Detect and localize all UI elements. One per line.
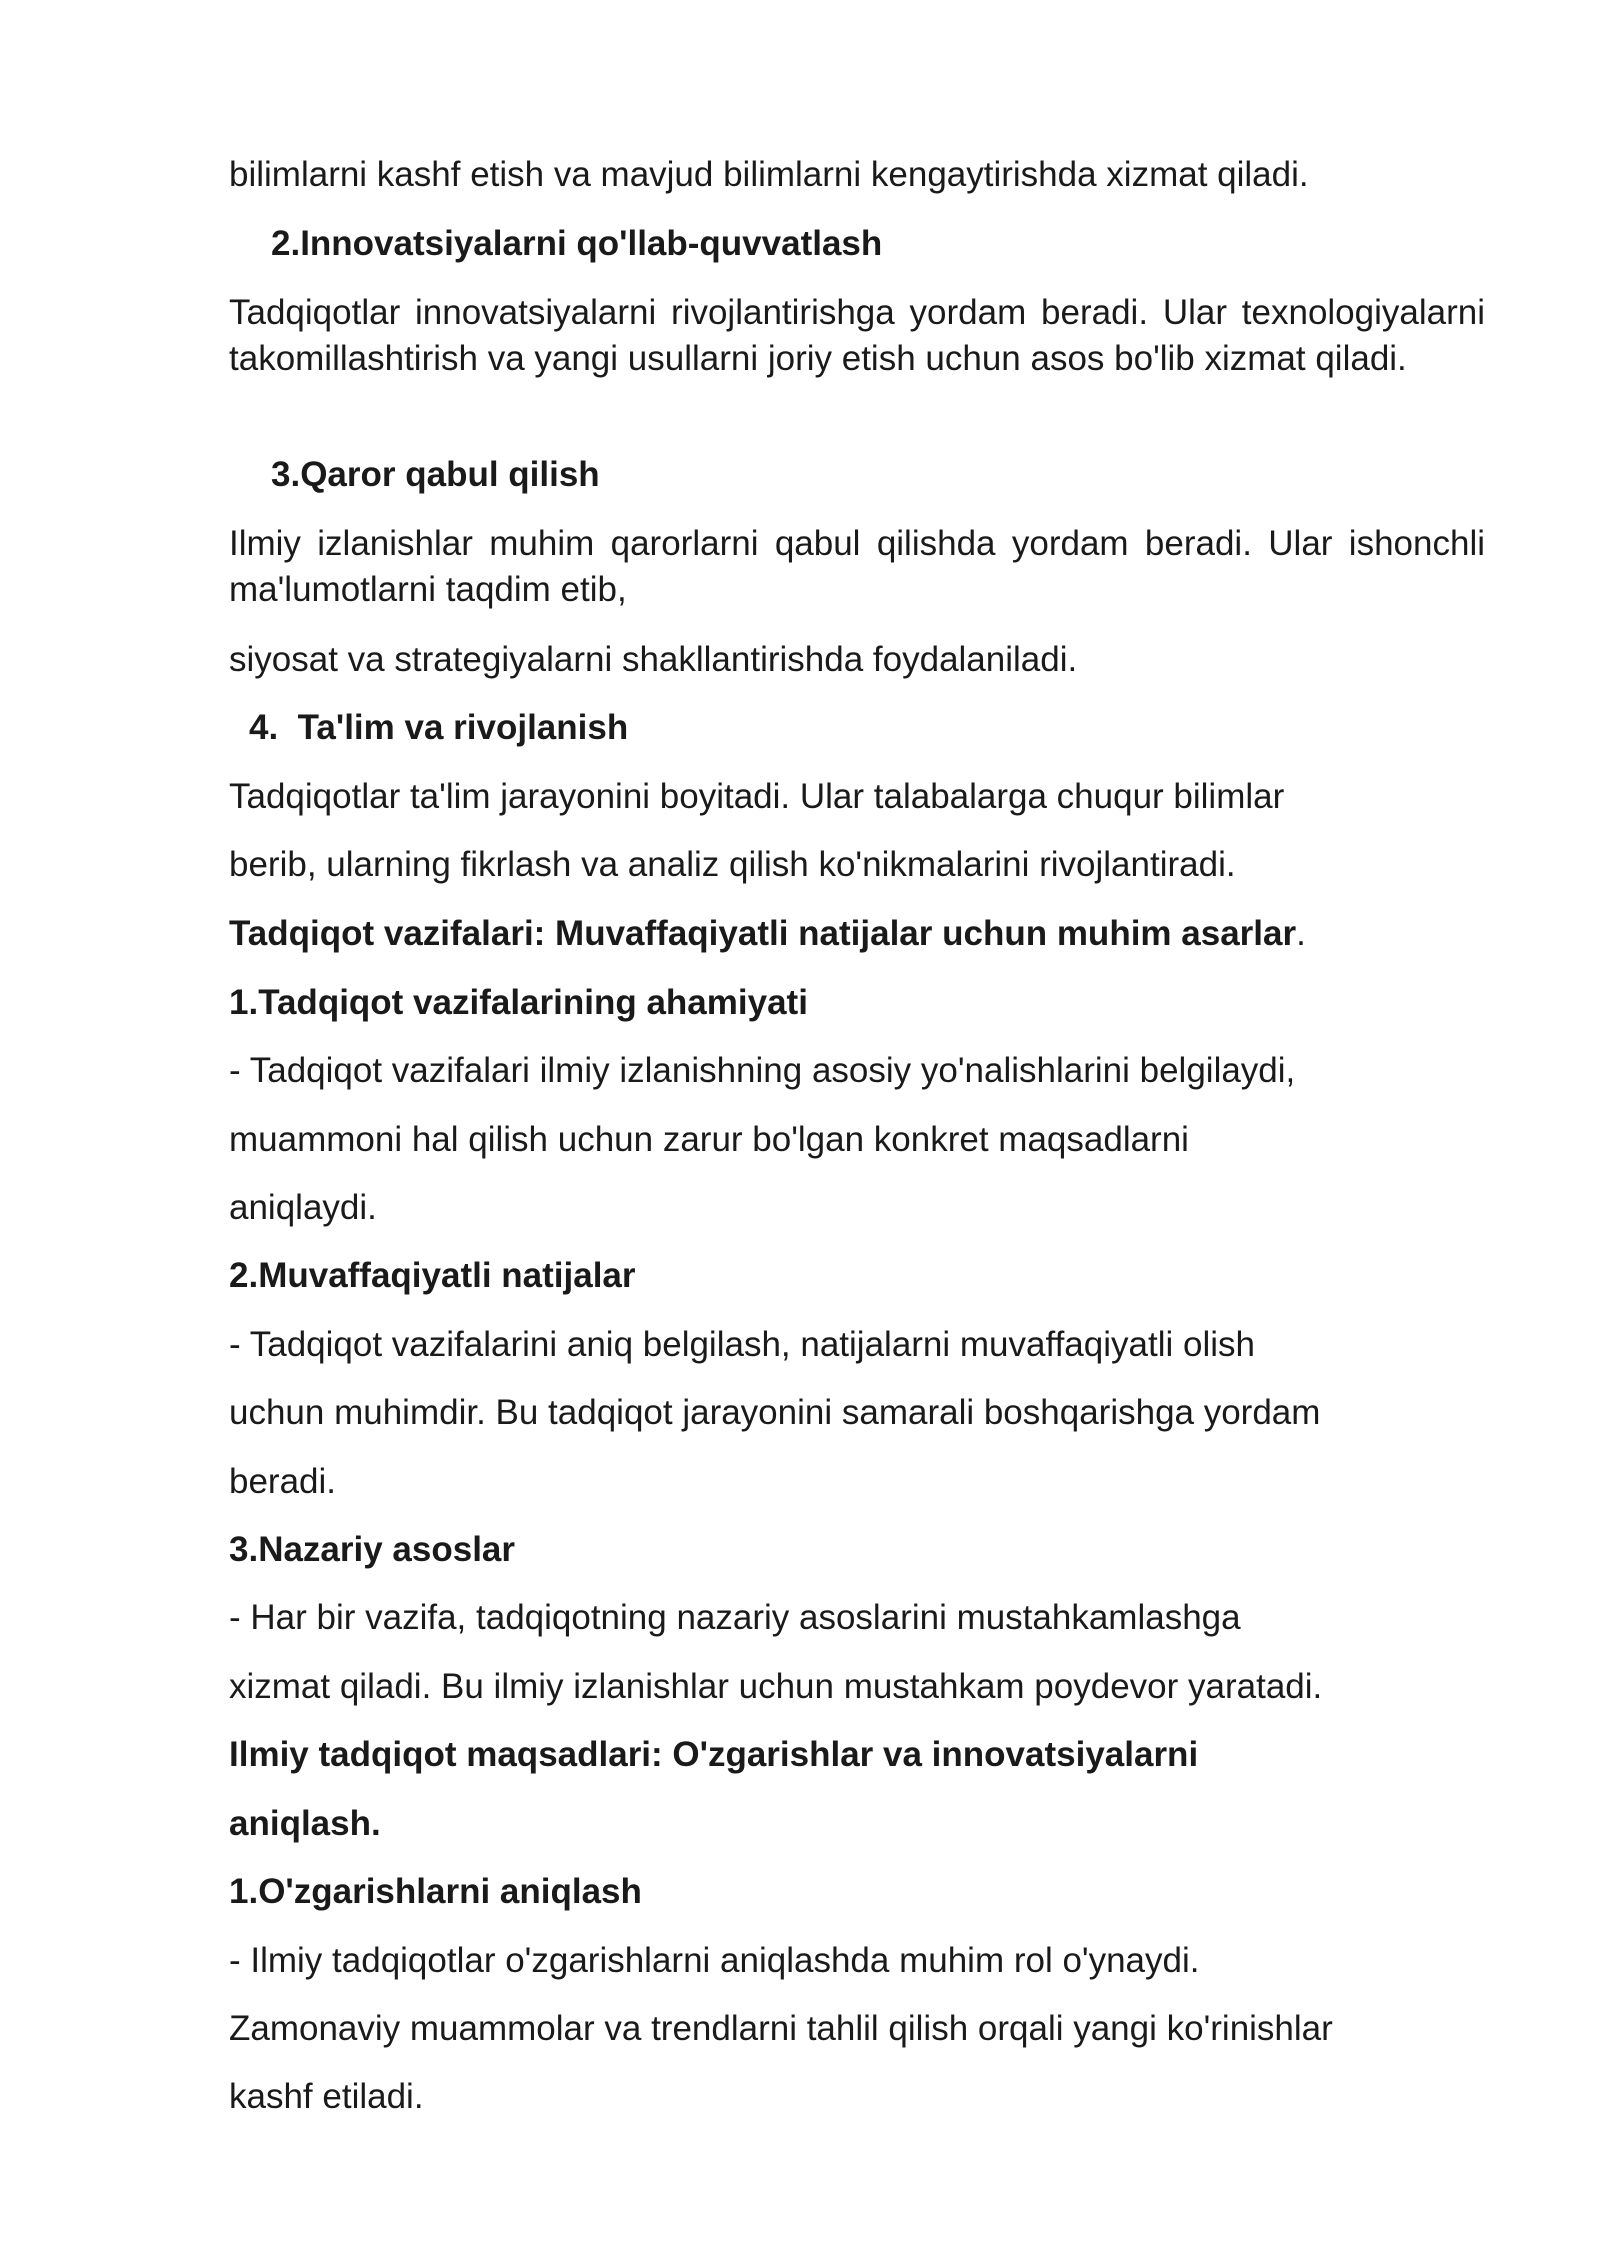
heading-ahamiyati: 1.Tadqiqot vazifalarining ahamiyati (229, 983, 808, 1022)
paragraph-innovatsiyalar: Tadqiqotlar innovatsiyalarni rivojlantirishga yordam beradi. Ular texnologiyalarni takomillashtirish va yangi usullarni joriy etish uchun asos bo'lib xizmat qiladi. (229, 293, 1485, 378)
paragraph-qaror-2: siyosat va strategiyalarni shakllantirishda foydalaniladi. (229, 640, 1078, 679)
heading-talim: 4. Ta'lim va rivojlanish (249, 708, 629, 747)
paragraph-talim-1: Tadqiqotlar ta'lim jarayonini boyitadi. Ular talabalarga chuqur bilimlar (229, 777, 1285, 816)
heading-ilmiy-maqsadlar-1: Ilmiy tadqiqot maqsadlari: O'zgarishlar va innovatsiyalarni (229, 1735, 1199, 1774)
paragraph-ozgarish-1: - Ilmiy tadqiqotlar o'zgarishlarni aniqlashda muhim rol o'ynaydi. (229, 1941, 1200, 1980)
heading-qaror-qabul: 3.Qaror qabul qilish (271, 455, 600, 494)
paragraph-qaror-1: Ilmiy izlanishlar muhim qarorlarni qabul qilishda yordam beradi. Ular ishonchli ma'lumotlarni taqdim etib, (229, 524, 1485, 609)
paragraph-natijalar-3: beradi. (229, 1462, 337, 1501)
paragraph-nazariy-2: xizmat qiladi. Bu ilmiy izlanishlar uchun mustahkam poydevor yaratadi. (229, 1667, 1323, 1706)
heading-innovatsiyalar: 2.Innovatsiyalarni qo'llab-quvvatlash (271, 224, 883, 263)
paragraph-talim-2: berib, ularning fikrlash va analiz qilish ko'nikmalarini rivojlantiradi. (229, 845, 1236, 884)
paragraph-intro-end: bilimlarni kashf etish va mavjud bilimlarni kengaytirishda xizmat qiladi. (229, 155, 1309, 194)
heading-nazariy-asoslar: 3.Nazariy asoslar (229, 1530, 516, 1569)
heading-tadqiqot-vazifalari-text: Tadqiqot vazifalari: Muvaffaqiyatli natijalar uchun muhim asarlar (229, 914, 1297, 953)
paragraph-nazariy-1: - Har bir vazifa, tadqiqotning nazariy asoslarini mustahkamlashga (229, 1598, 1241, 1637)
paragraph-natijalar-1: - Tadqiqot vazifalarini aniq belgilash, natijalarni muvaffaqiyatli olish (229, 1325, 1255, 1364)
paragraph-ozgarish-2: Zamonaviy muammolar va trendlarni tahlil qilish orqali yangi ko'rinishlar (229, 2009, 1333, 2048)
heading-tadqiqot-vazifalari-period: . (1296, 914, 1306, 953)
heading-ozgarishlarni-aniqlash: 1.O'zgarishlarni aniqlash (229, 1872, 642, 1911)
paragraph-natijalar-2: uchun muhimdir. Bu tadqiqot jarayonini samarali boshqarishga yordam (229, 1393, 1321, 1432)
paragraph-ahamiyati-2: muammoni hal qilish uchun zarur bo'lgan konkret maqsadlarni (229, 1120, 1189, 1159)
paragraph-ahamiyati-3: aniqlaydi. (229, 1188, 377, 1227)
heading-ilmiy-maqsadlar-2: aniqlash. (229, 1804, 381, 1843)
paragraph-ozgarish-3: kashf etiladi. (229, 2077, 424, 2116)
paragraph-ahamiyati-1: - Tadqiqot vazifalari ilmiy izlanishning asosiy yo'nalishlarini belgilaydi, (229, 1051, 1296, 1090)
heading-muvaffaqiyatli-natijalar: 2.Muvaffaqiyatli natijalar (229, 1256, 636, 1295)
heading-tadqiqot-vazifalari (229, 911, 1306, 957)
